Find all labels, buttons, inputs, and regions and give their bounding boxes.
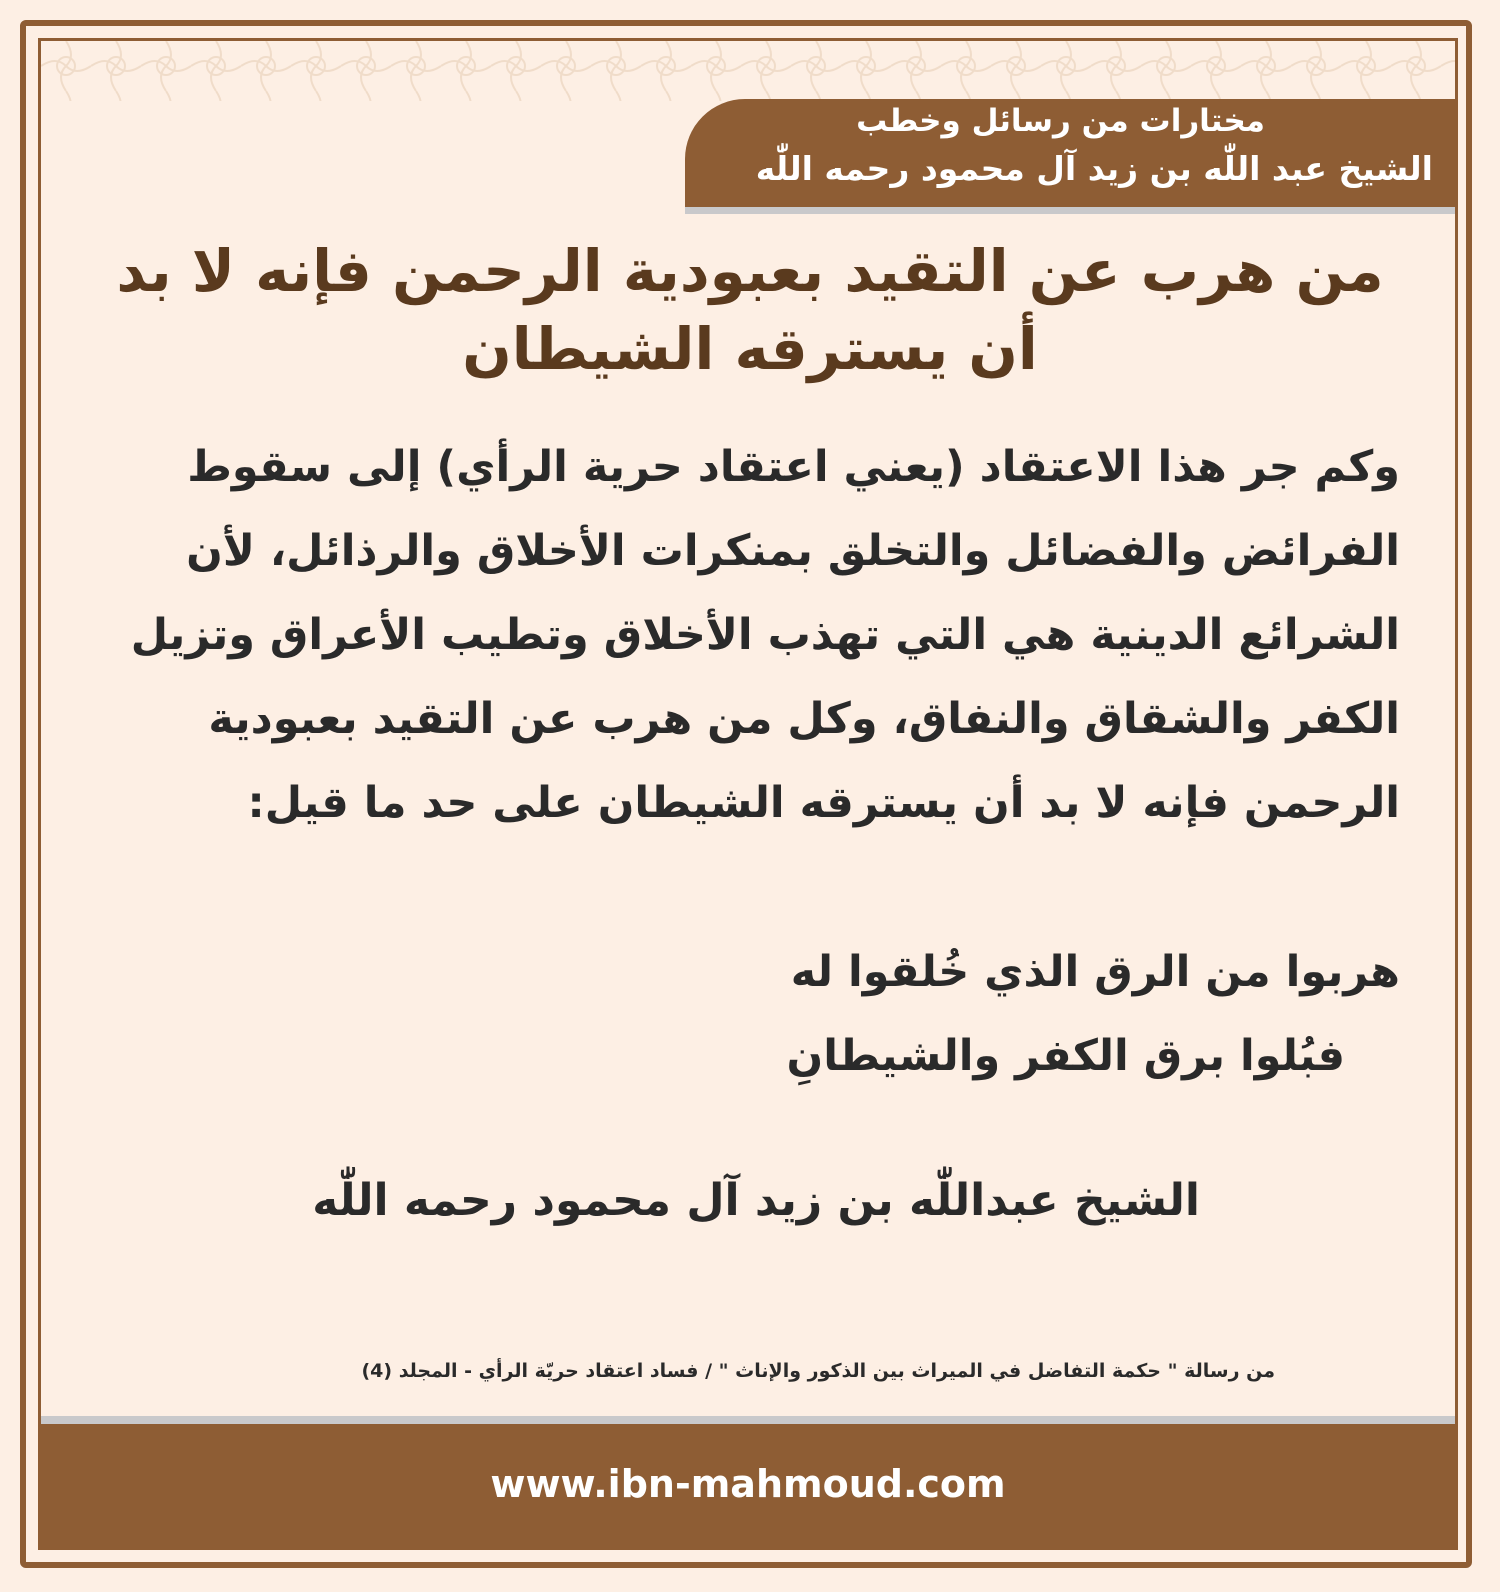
header-banner [685, 99, 1455, 207]
poetry-verse [500, 930, 1400, 1098]
title-line-1: من هرب عن التقيد بعبودية الرحمن فإنه لا بد [116, 237, 1384, 305]
source-citation: من رسالة " حكمة التفاضل في الميراث بين الذكور والإناث " / فساد اعتقاد حريّة الرأي - المجلد (4) [361, 1360, 1275, 1382]
paragraph-text: وكم جر هذا الاعتقاد (يعني اعتقاد حرية الرأي) إلى سقوط الفرائض والفضائل والتخلق بمنكرات الأخلاق والرذائل، لأن الشرائع الدينية هي التي تهذب الأخلاق وتطيب الأعراق وتزيل الكفر والشقاق والنفاق، وكل من هرب عن التقيد بعبودية الرحمن فإنه لا بد أن يسترقه الشيطان على حد ما قيل: [130, 442, 1400, 828]
verse-line-1: هربوا من الرق الذي خُلقوا له [790, 947, 1400, 997]
signature-text: الشيخ عبداللّٰه بن زيد آل محمود رحمه اللّٰه [312, 1175, 1200, 1226]
page-title [80, 232, 1420, 388]
website-link[interactable]: www.ibn-mahmoud.com [490, 1462, 1006, 1506]
banner-author: الشيخ عبد اللّٰه بن زيد آل محمود رحمه اللّٰه [755, 149, 1433, 188]
verse-line-2: فبُلوا برق الكفر والشيطانِ [786, 1031, 1345, 1081]
banner-subtitle: مختارات من رسائل وخطب [856, 103, 1265, 139]
body-paragraph [130, 425, 1400, 845]
decorative-pattern [41, 41, 1455, 101]
footer-bar [41, 1424, 1455, 1547]
footer-divider [41, 1416, 1455, 1424]
title-line-2: أن يسترقه الشيطان [462, 315, 1038, 383]
